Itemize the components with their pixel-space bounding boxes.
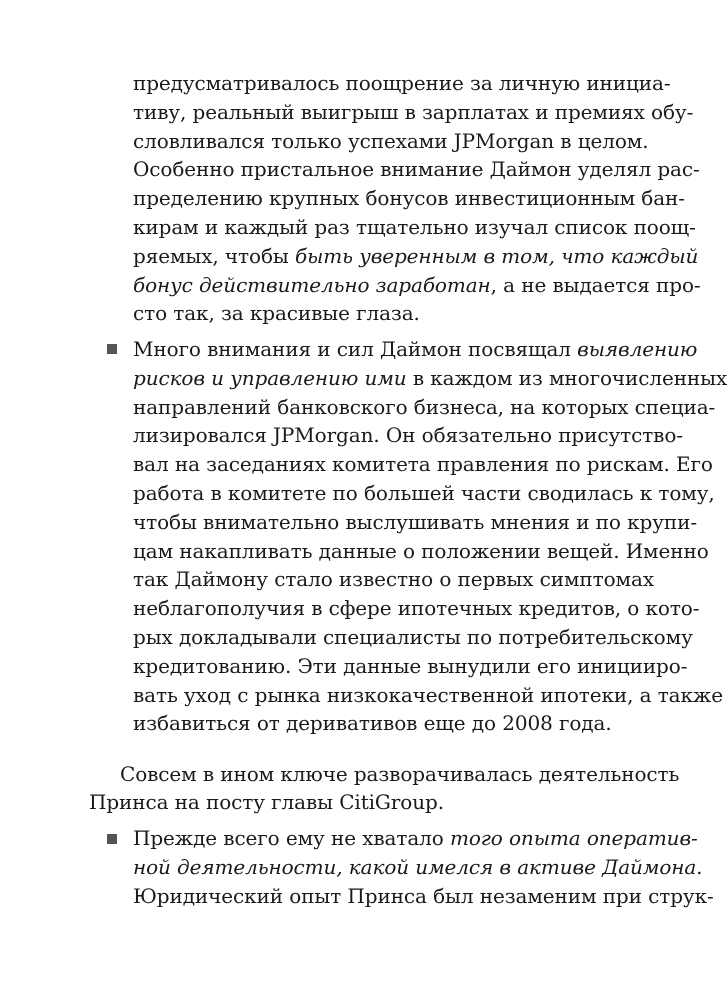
- text-line: [133, 337, 698, 361]
- text-run: , а не выдается про-: [490, 273, 701, 297]
- text-line: [133, 855, 703, 879]
- text-line: [133, 244, 699, 268]
- emphasis-text: того опыта оператив-: [449, 826, 698, 850]
- emphasis-text: ной деятельности, какой имелся в активе Даймона.: [133, 855, 703, 879]
- text-line: тиву, реальный выигрыш в зарплатах и премиях обу-: [133, 100, 694, 124]
- text-line: так Даймону стало известно о первых симптомах: [133, 567, 654, 591]
- text-run: ряемых, чтобы: [133, 244, 295, 268]
- text-line: направлений банковского бизнеса, на которых специа-: [133, 395, 716, 419]
- text-line: цам накапливать данные о положении вещей. Именно: [133, 539, 709, 563]
- text-line: работа в комитете по большей части сводилась к тому,: [133, 481, 715, 505]
- text-line: пределению крупных бонусов инвестиционным бан-: [133, 186, 685, 210]
- text-line: рых докладывали специалисты по потребительскому: [133, 625, 693, 649]
- text-line: избавиться от деривативов еще до 2008 года.: [133, 711, 612, 735]
- text-line: Совсем в ином ключе разворачивалась деятельность: [120, 762, 680, 786]
- text-line: лизировался JPMorgan. Он обязательно присутство-: [133, 423, 683, 447]
- text-line: [133, 826, 698, 850]
- text-run: в каждом из многочисленных: [406, 366, 727, 390]
- emphasis-text: быть уверенным в том, что каждый: [294, 244, 699, 268]
- text-line: кредитованию. Эти данные вынудили его иницииро-: [133, 654, 688, 678]
- emphasis-text: бонус действительно заработан: [133, 273, 491, 297]
- text-line: сто так, за красивые глаза.: [133, 301, 420, 325]
- text-line: Принса на посту главы CitiGroup.: [89, 790, 444, 814]
- emphasis-text: рисков и управлению ими: [133, 366, 407, 390]
- text-run: Много внимания и сил Даймон посвящал: [133, 337, 578, 361]
- bullet-square-icon: [107, 344, 117, 354]
- emphasis-text: выявлению: [577, 337, 698, 361]
- text-line: вал на заседаниях комитета правления по рискам. Его: [133, 452, 713, 476]
- text-line: [133, 273, 701, 297]
- text-line: Особенно пристальное внимание Даймон уделял рас-: [133, 157, 700, 181]
- text-line: чтобы внимательно выслушивать мнения и по крупи-: [133, 510, 697, 534]
- text-line: вать уход с рынка низкокачественной ипотеки, а также: [133, 683, 723, 707]
- text-line: словливался только успехами JPMorgan в целом.: [133, 129, 649, 153]
- text-line: [133, 366, 727, 390]
- text-line: кирам и каждый раз тщательно изучал список поощ-: [133, 215, 696, 239]
- text-line: предусматривалось поощрение за личную инициа-: [133, 71, 671, 95]
- bullet-square-icon: [107, 834, 117, 844]
- text-line: Юридический опыт Принса был незаменим при струк-: [133, 884, 714, 908]
- text-line: неблагополучия в сфере ипотечных кредитов, о кото-: [133, 596, 700, 620]
- text-run: Прежде всего ему не хватало: [133, 826, 450, 850]
